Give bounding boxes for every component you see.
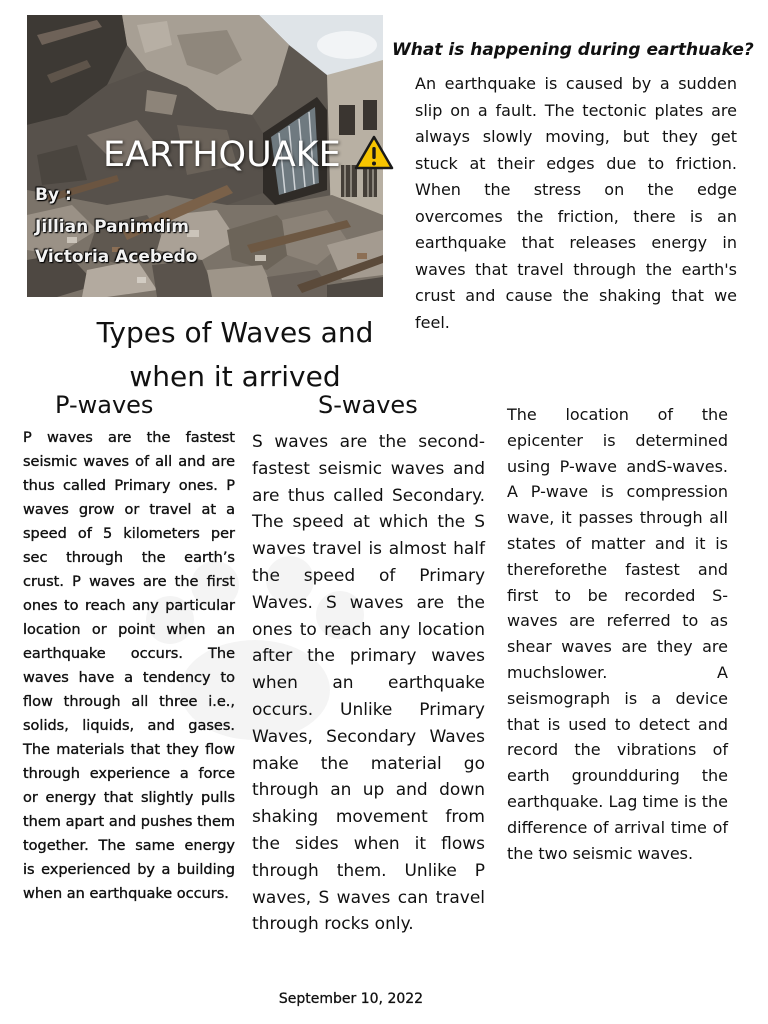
- warning-triangle-icon: [354, 135, 394, 171]
- footer-date: September 10, 2022: [278, 991, 424, 1007]
- intro-paragraph: An earthquake is caused by a sudden slip on a fault. The tectonic plates are always slowly moving, but they get stuck at their edges due to friction. When the stress on the edge overcomes the friction, there is an earthquake that releases energy in waves that travel through the earth's crust and cause the shaking that we feel.: [415, 74, 737, 332]
- byline-label: By :: [35, 185, 72, 205]
- s-waves-heading: S-waves: [318, 391, 418, 419]
- hero-title: EARTHQUAKE: [103, 135, 341, 175]
- p-waves-paragraph: P waves are the fastest seismic waves of all and are thus called Primary ones. P waves grow or travel at a speed of 5 kilometers per sec through the earth’s crust. P waves are the first ones to reach any particular location or point when an earthquake occurs. The waves have a tendency to flow through all three i.e., solids, liquids, and gases. The materials that they flow through experience a force or energy that slightly pulls them apart and pushes them together. The same energy is experienced by a building when an earthquake occurs.: [23, 430, 235, 902]
- detection-paragraph: The location of the epicenter is determined using P-wave andS-waves. A P-wave is compression wave, it passes through all states of matter and it is thereforethe fastest and first to be recorded S-waves are referred to as shear waves are they are muchslower. A seismograph is a device that is used to detect and record the vibrations of earth groundduring the earthquake. Lag time is the difference of arrival time of the two seismic waves.: [507, 405, 728, 863]
- intro-heading: What is happening during earthuake?: [392, 40, 754, 60]
- p-waves-heading: P-waves: [55, 391, 154, 419]
- section-title: Types of Waves and when it arrived: [96, 316, 374, 393]
- s-waves-paragraph: S waves are the second-fastest seismic waves and are thus called Secondary. The speed at which the S waves travel is almost half the speed of Primary Waves. S waves are the ones to reach any location after the primary waves when an earthquake occurs. Unlike Primary Waves, Secondary Waves make the material go through an up and down shaking movement from the sides when it flows through them. Unlike P waves, S waves can travel through rocks only.: [252, 432, 485, 935]
- author-name: Victoria Acebedo: [35, 247, 198, 267]
- author-name: Jillian Panimdim: [35, 217, 189, 237]
